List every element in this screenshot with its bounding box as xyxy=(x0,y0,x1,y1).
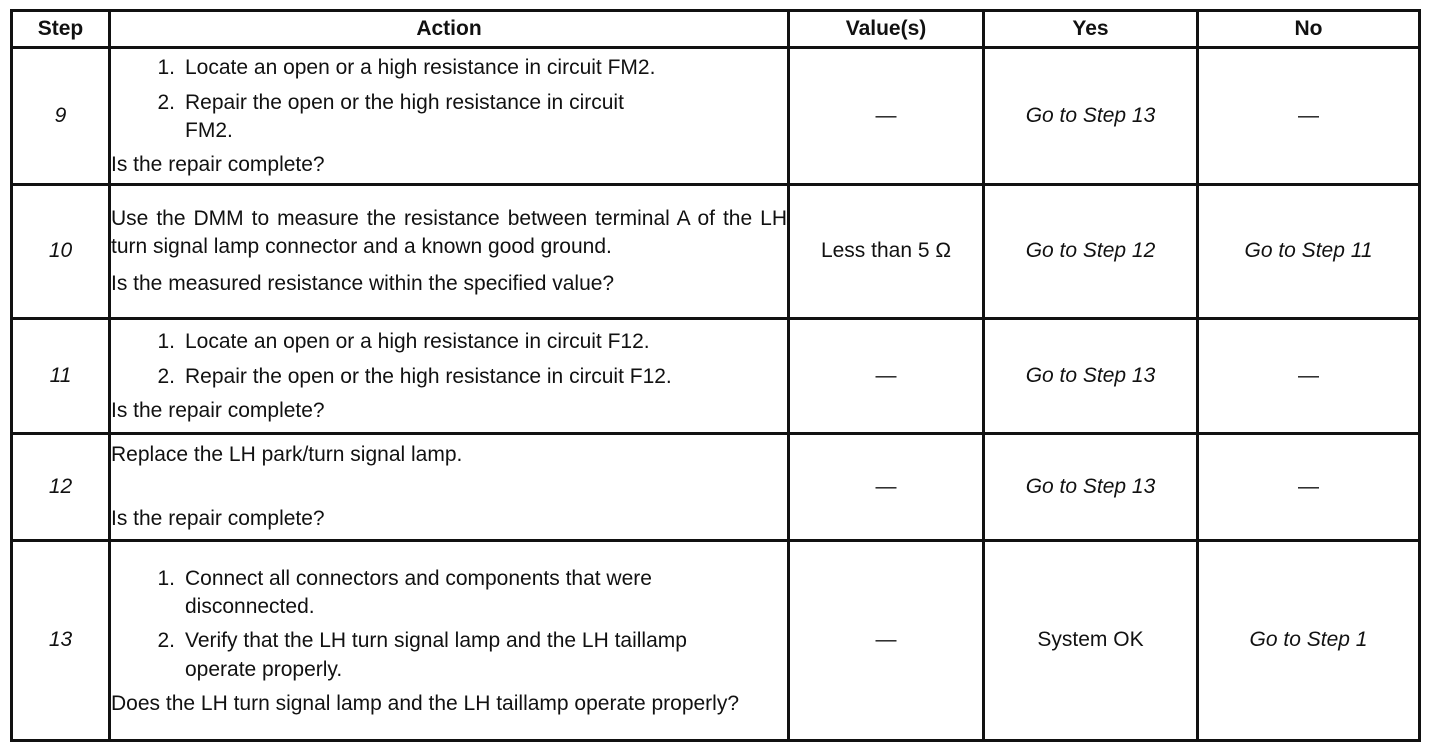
step-number: 10 xyxy=(12,185,110,319)
value-cell: — xyxy=(789,48,984,185)
item-number: 2. xyxy=(157,629,175,653)
item-text: Repair the open or the high resistance in circuit F12. xyxy=(185,364,672,388)
header-yes: Yes xyxy=(984,11,1198,48)
header-row xyxy=(12,11,1420,48)
no-cell: — xyxy=(1198,434,1420,541)
table-row-step-9 xyxy=(12,48,1420,185)
action-list xyxy=(111,565,787,684)
action-cell xyxy=(110,185,789,319)
yes-cell: Go to Step 13 xyxy=(984,319,1198,434)
step-number: 9 xyxy=(12,48,110,185)
item-number: 2. xyxy=(157,90,175,114)
yes-cell: System OK xyxy=(984,541,1198,741)
table-row-step-13 xyxy=(12,541,1420,741)
no-cell: Go to Step 1 xyxy=(1198,541,1420,741)
value-cell: — xyxy=(789,319,984,434)
action-cell xyxy=(110,434,789,541)
list-item xyxy=(111,328,787,356)
item-text: Verify that the LH turn signal lamp and the LH taillamp operate properly. xyxy=(185,629,687,681)
no-cell: — xyxy=(1198,48,1420,185)
action-paragraph: Use the DMM to measure the resistance between terminal A of the LH turn signal lamp connector and a known good ground. xyxy=(111,206,787,259)
list-item xyxy=(111,89,787,146)
step-number: 13 xyxy=(12,541,110,741)
table-row-step-11 xyxy=(12,319,1420,434)
action-list xyxy=(111,328,787,391)
action-paragraph: Replace the LH park/turn signal lamp. xyxy=(111,442,463,466)
list-item xyxy=(111,627,787,684)
yes-cell: Go to Step 13 xyxy=(984,48,1198,185)
action-question: Is the repair complete? xyxy=(111,153,325,177)
action-question: Does the LH turn signal lamp and the LH taillamp operate properly? xyxy=(111,692,740,716)
action-question: Is the measured resistance within the specified value? xyxy=(111,271,615,295)
item-number: 1. xyxy=(157,330,175,354)
action-question: Is the repair complete? xyxy=(111,507,325,530)
header-no: No xyxy=(1198,11,1420,48)
header-values: Value(s) xyxy=(789,11,984,48)
action-cell xyxy=(110,48,789,185)
item-number: 1. xyxy=(157,56,175,80)
yes-cell: Go to Step 12 xyxy=(984,185,1198,319)
yes-cell: Go to Step 13 xyxy=(984,434,1198,541)
action-cell xyxy=(110,319,789,434)
value-cell: — xyxy=(789,434,984,541)
value-cell: — xyxy=(789,541,984,741)
table-row-step-10 xyxy=(12,185,1420,319)
list-item xyxy=(111,565,787,622)
value-cell: Less than 5 Ω xyxy=(789,185,984,319)
item-text: Repair the open or the high resistance in circuit FM2. xyxy=(185,90,624,142)
item-number: 2. xyxy=(157,364,175,388)
action-question: Is the repair complete? xyxy=(111,399,325,423)
step-number: 11 xyxy=(12,319,110,434)
header-action: Action xyxy=(110,11,789,48)
no-cell: Go to Step 11 xyxy=(1198,185,1420,319)
item-text: Locate an open or a high resistance in circuit F12. xyxy=(185,330,650,354)
action-cell xyxy=(110,541,789,741)
table-row-step-12 xyxy=(12,434,1420,541)
header-step: Step xyxy=(12,11,110,48)
item-text: Locate an open or a high resistance in circuit FM2. xyxy=(185,56,656,80)
list-item xyxy=(111,363,787,391)
diagnostic-table xyxy=(10,9,1421,742)
item-text: Connect all connectors and components that were disconnected. xyxy=(185,566,652,618)
list-item xyxy=(111,54,787,82)
action-list xyxy=(111,54,787,145)
step-number: 12 xyxy=(12,434,110,541)
no-cell: — xyxy=(1198,319,1420,434)
item-number: 1. xyxy=(157,566,175,590)
